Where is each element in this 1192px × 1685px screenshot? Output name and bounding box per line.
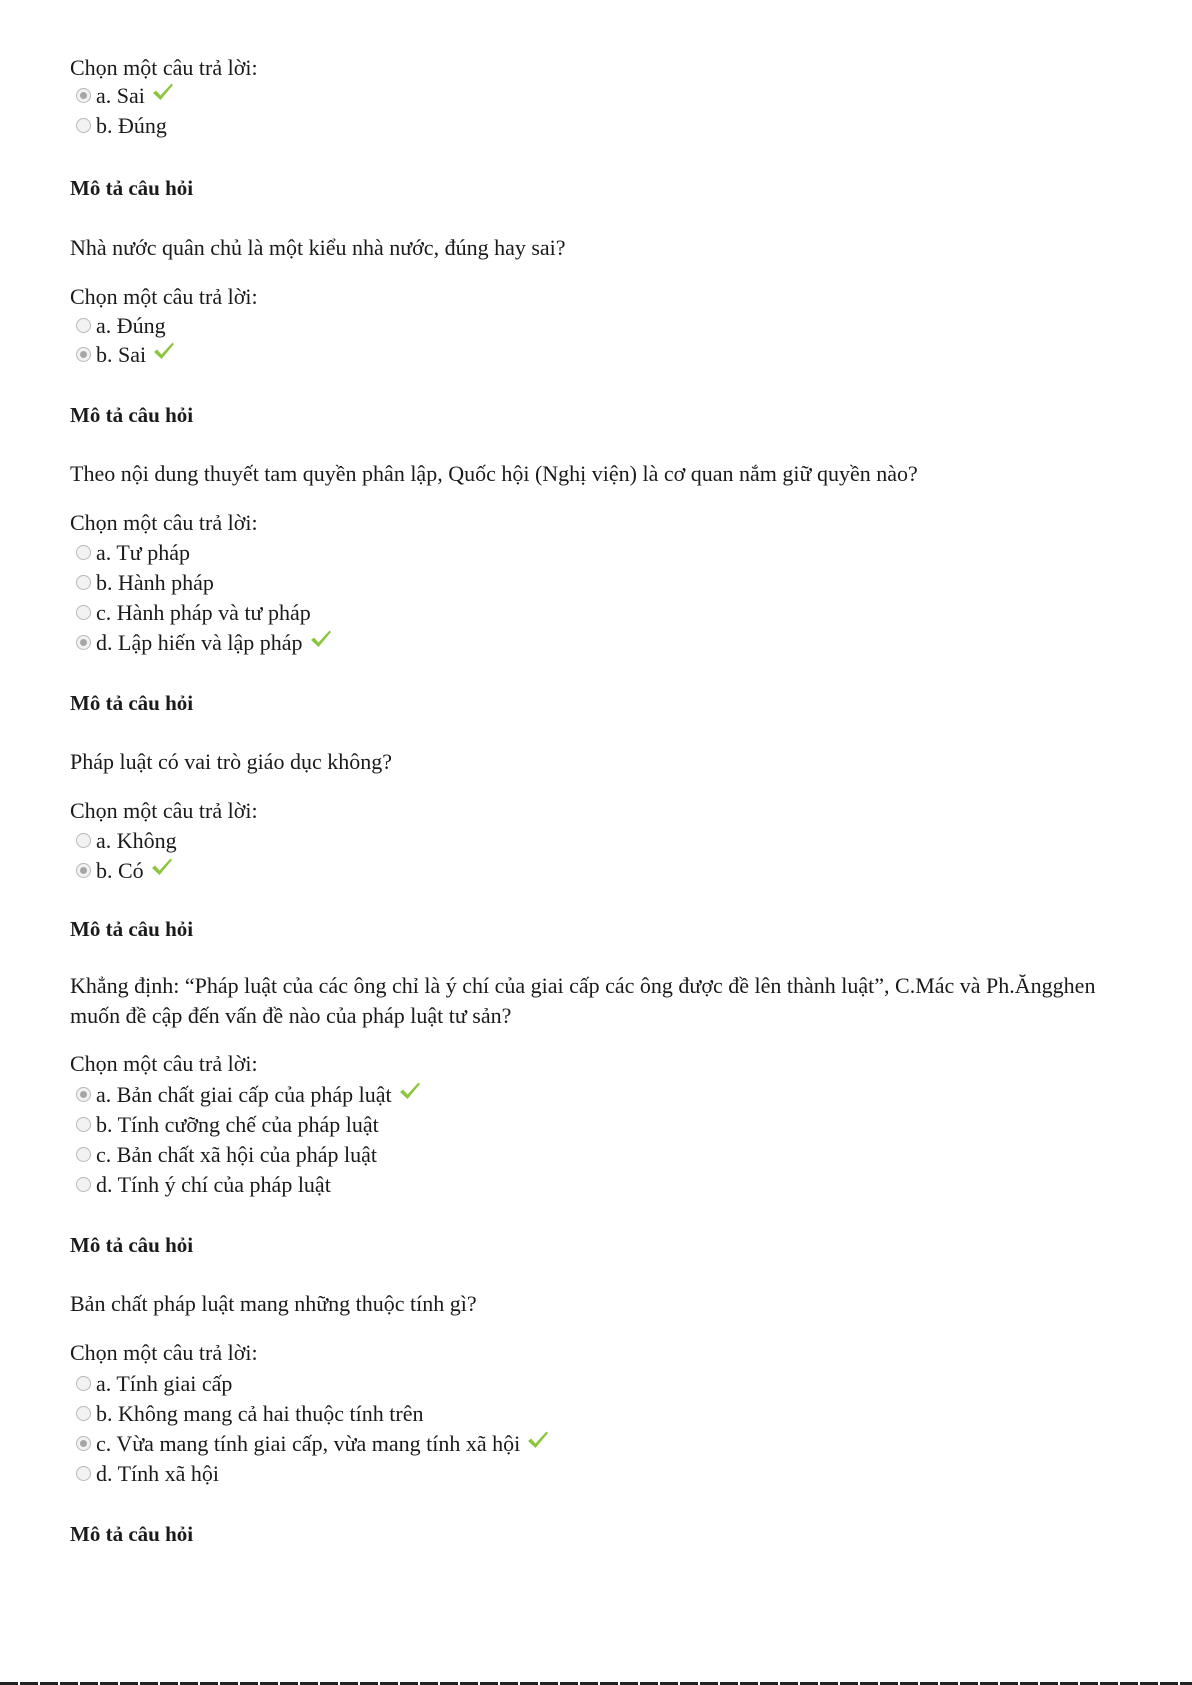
answer-option-label: c. Bản chất xã hội của pháp luật [96, 1142, 378, 1167]
check-mark-icon [310, 629, 332, 649]
answer-option-label: b. Không mang cả hai thuộc tính trên [96, 1401, 424, 1426]
answer-option[interactable] [76, 857, 173, 885]
check-mark-icon [153, 341, 175, 361]
answer-option[interactable] [76, 599, 311, 627]
radio-button-icon[interactable] [76, 833, 91, 848]
answer-option-label: d. Tính xã hội [96, 1461, 220, 1486]
radio-button-icon[interactable] [76, 635, 91, 650]
radio-button-icon[interactable] [76, 1466, 91, 1481]
radio-button-icon[interactable] [76, 88, 91, 103]
choose-answer-label: Chọn một câu trả lời: [70, 510, 258, 535]
radio-button-icon[interactable] [76, 1406, 91, 1421]
answer-option-label: d. Tính ý chí của pháp luật [96, 1172, 331, 1197]
answer-option[interactable] [76, 827, 177, 855]
check-mark-icon [527, 1430, 549, 1450]
answer-option-label: a. Tính giai cấp [96, 1371, 233, 1396]
answer-option[interactable] [76, 112, 167, 140]
choose-answer-label: Chọn một câu trả lời: [70, 284, 258, 309]
radio-button-icon[interactable] [76, 347, 91, 362]
answer-option-label: b. Đúng [96, 113, 167, 138]
question-text: Theo nội dung thuyết tam quyền phân lập, Quốc hội (Nghị viện) là cơ quan nắm giữ quyền nào? [70, 461, 918, 486]
answer-option[interactable] [76, 1081, 421, 1109]
radio-button-icon[interactable] [76, 605, 91, 620]
question-text: Khẳng định: “Pháp luật của các ông chỉ là ý chí của giai cấp các ông được đề lên thành luật”, C.Mác và Ph.Ăngghen muốn đề cập đến vấn đề nào của pháp luật tư sản? [70, 973, 1096, 1028]
question-heading: Mô tả câu hỏi [70, 403, 194, 427]
choose-answer-label: Chọn một câu trả lời: [70, 1340, 258, 1365]
answer-option[interactable] [76, 629, 332, 657]
choose-answer-label: Chọn một câu trả lời: [70, 55, 258, 80]
answer-option[interactable] [76, 1430, 549, 1458]
answer-option[interactable] [76, 82, 174, 110]
answer-option[interactable] [76, 539, 190, 567]
answer-option-label: b. Tính cưỡng chế của pháp luật [96, 1112, 379, 1137]
check-mark-icon [399, 1081, 421, 1101]
radio-button-icon[interactable] [76, 575, 91, 590]
answer-option[interactable] [76, 1111, 379, 1139]
answer-option-label: a. Bản chất giai cấp của pháp luật [96, 1082, 392, 1107]
question-text: Nhà nước quân chủ là một kiểu nhà nước, đúng hay sai? [70, 235, 566, 260]
question-heading: Mô tả câu hỏi [70, 691, 194, 715]
radio-button-icon[interactable] [76, 863, 91, 878]
answer-option[interactable] [76, 1141, 377, 1169]
radio-button-icon[interactable] [76, 1436, 91, 1451]
question-text: Bản chất pháp luật mang những thuộc tính gì? [70, 1291, 477, 1316]
answer-option-label: d. Lập hiến và lập pháp [96, 630, 303, 655]
answer-option[interactable] [76, 1460, 219, 1488]
radio-button-icon[interactable] [76, 545, 91, 560]
answer-option-label: a. Sai [96, 83, 145, 108]
question-heading: Mô tả câu hỏi [70, 917, 194, 941]
radio-button-icon[interactable] [76, 1147, 91, 1162]
choose-answer-label: Chọn một câu trả lời: [70, 798, 258, 823]
radio-button-icon[interactable] [76, 318, 91, 333]
radio-button-icon[interactable] [76, 1177, 91, 1192]
radio-button-icon[interactable] [76, 1117, 91, 1132]
answer-option-label: c. Vừa mang tính giai cấp, vừa mang tính xã hội [96, 1431, 521, 1456]
radio-button-icon[interactable] [76, 1087, 91, 1102]
answer-option-label: a. Không [96, 828, 177, 853]
answer-option[interactable] [76, 1400, 423, 1428]
check-mark-icon [151, 857, 173, 877]
answer-option-label: a. Đúng [96, 313, 166, 338]
answer-option-label: c. Hành pháp và tư pháp [96, 600, 311, 625]
answer-option[interactable] [76, 569, 214, 597]
answer-option[interactable] [76, 1171, 331, 1199]
answer-option-label: b. Sai [96, 342, 147, 367]
radio-button-icon[interactable] [76, 1376, 91, 1391]
check-mark-icon [152, 82, 174, 102]
radio-button-icon[interactable] [76, 118, 91, 133]
answer-option[interactable] [76, 1370, 232, 1398]
answer-option-label: a. Tư pháp [96, 540, 190, 565]
question-heading: Mô tả câu hỏi [70, 1522, 194, 1546]
answer-option-label: b. Hành pháp [96, 570, 214, 595]
choose-answer-label: Chọn một câu trả lời: [70, 1051, 258, 1076]
answer-option[interactable] [76, 312, 166, 340]
question-text: Pháp luật có vai trò giáo dục không? [70, 749, 392, 774]
answer-option[interactable] [76, 341, 175, 369]
question-heading: Mô tả câu hỏi [70, 176, 194, 200]
answer-option-label: b. Có [96, 858, 144, 883]
question-heading: Mô tả câu hỏi [70, 1233, 194, 1257]
